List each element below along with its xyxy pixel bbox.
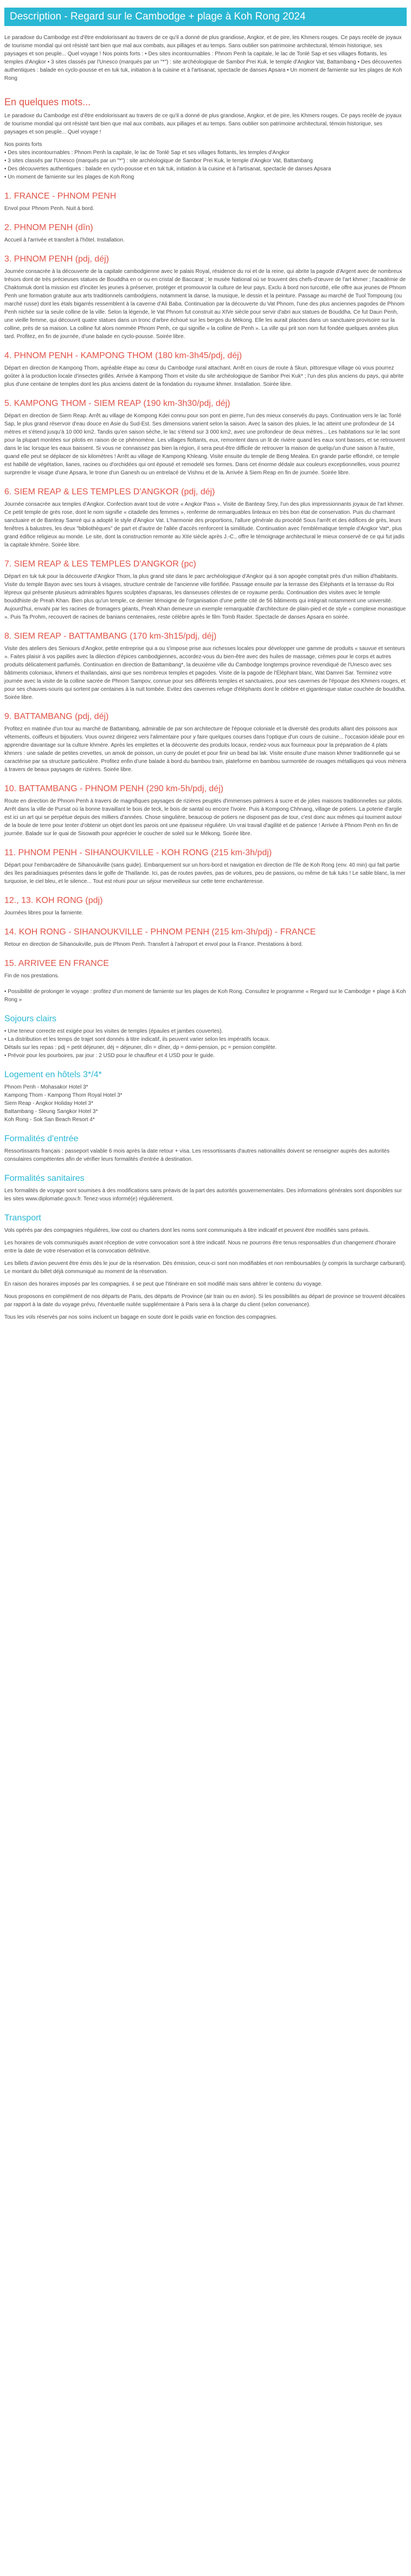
day-text: Journées libres pour la farniente. (4, 910, 84, 916)
day-title: 11. PHNOM PENH - SIHANOUKVILLE - KOH RONG (215 km-3h/pdj) (4, 848, 272, 857)
transport-text: Vols opérés par des compagnies régulières, low cost ou charters dont les noms sont communiqués à titre indicatif et peuvent être modifiés sans préavis. (4, 1227, 370, 1233)
day-text: Départ pour l'embarcadère de Sihanoukville (sans guide). Embarquement sur un hors-bord et navigation en direction de l'île de Koh Rong (env. 40 min) qui fait partie des îles paradisiaques présentes dans le golfe de Thaïlande. Ici, pas de routes pavées, pas de voitures, peu de passions, ou même de tuk tuks ! Le sable blanc, la mer turquoise, le ciel bleu, et le silence... Tout est réuni pour un séjour merveilleux sur cette terre enchanteresse. (4, 862, 406, 885)
day-title: 8. SIEM REAP - BATTAMBANG (170 km-3h15/pdj, déj) (4, 632, 217, 641)
page-title: Description - Regard sur le Cambodge + plage à Koh Rong 2024 (4, 8, 407, 26)
dates-lines (4, 1027, 407, 1060)
day-title: 9. BATTAMBANG (pdj, déj) (4, 712, 109, 721)
day-title: 3. PHNOM PENH (pdj, déj) (4, 255, 109, 264)
day-title: 15. ARRIVEE EN FRANCE (4, 959, 109, 968)
transport-text: En raison des horaires imposés par les compagnies, il se peut que l'itinéraire en soit modifié mais sans altérer le contenu du voyage. (4, 1281, 323, 1287)
point-item: • Un moment de farniente sur les plages de Koh Rong (4, 174, 134, 180)
day-text: Journée consacrée à la découverte de la capitale cambodgienne avec le palais Royal, résidence du roi et de la reine, qui abrite la pagode d'Argent avec de nombreux trésors dont de très précieuses statues de Bouddha en or ou en cristal de Baccarat ; le musée National où se trouvent des chefs-d'œuvre de l'art khmer ; l'académie de Chaktomuk dont la mission est d'inciter les jeunes à préserver, protéger et promouvoir la culture de leur pays. Exclu à bord non turcotté, elle offre aux jeunes de Phnom Penh une formation gratuite aux arts traditionnels cambodgiens, notamment la danse, la musique, le dessin et la peinture. Passage au marché de Tuol Tompoung (ou marché russe) dont les étals bigarrés ressemblent à la caverne d'Ali Baba. Continuation par la découverte du Vat Phnom, l'une des plus anciennes pagodes de Phnom Penh nichée sur la seule colline de la ville. Selon la légende, le Vat Phnom fut construit au XIVe siècle pour servir d'abri aux statues de Bouddha. Ce fut Daun Penh, une vieille femme, qui découvrit quatre statues dans un tronc d'arbre échoué sur les berges du Mékong. Elle les aurait placées dans un sanctuaire provisoire sur la colline, près de sa maison. La colline fut alors nommée Phnom Penh, ce qui signifie « la colline de Penh ». La ville qui prit son nom fut fondée quelques années plus tard. Profitez, en fin de journée, d'une balade en cyclo-pousse. Soirée libre. (4, 269, 407, 340)
transport-text: Tous les vols réservés par nos soins incluent un bagage en soute dont le poids varie en fonction des compagnies. (4, 1314, 278, 1320)
day-title: 10. BATTAMBANG - PHNOM PENH (290 km-5h/pdj, déj) (4, 784, 223, 793)
extension-note: • Possibilité de prolonger le voyage : profitez d'un moment de farniente sur les plages de Koh Rong. Consultez le programme « Regard sur le Cambodge + plage à Koh Rong » (4, 989, 406, 1003)
day-text: Route en direction de Phnom Penh à travers de magnifiques paysages de rizières peuplés d'immenses palmiers à sucre et de jolies maisons traditionnelles sur pilotis. Arrêt dans la ville de Pursat où la bonne travaillant le bois de teck, le bois de santal ou encore l'ivoire. Puis à Kompong Chhnang, village de potiers. La poterie d'argile est ici un art qui se perpétue depuis des milliers d'années. Chose singulière, beaucoup de potiers ne disposent pas de tour, c'est donc aux mêmes qui tournent autour de la boule de terre pour tenter d'obtenir un objet dont les parois ont une épaisseur régulière. Un vrai travail d'agilité et de patience ! Arrivée à Phnom Penh en fin de journée. Balade sur le quai de Sisowath pour apprécier le coucher de soleil sur le Mékong. Soirée libre. (4, 798, 403, 837)
transport-text: Les horaires de vols communiqués avant réception de votre convocation sont à titre indicatif. Nous ne pourrons être tenus responsables d'un changement d'horaire entre la date de votre réservation et la convocation définitive. (4, 1240, 396, 1254)
dates-heading: Sojours clairs (4, 1014, 57, 1023)
day-title: 4. PHNOM PENH - KAMPONG THOM (180 km-3h45/pdj, déj) (4, 351, 242, 360)
hotels-list (4, 1083, 407, 1124)
entry-text: Ressortissants français : passeport valable 6 mois après la date retour + visa. Les ressortissants d'autres nationalités doivent se renseigner auprès des autorités consulaires compétentes afin de vérifier leurs formalités d'entrée à destination. (4, 1148, 390, 1162)
day-text: Départ en direction de Siem Reap. Arrêt au village de Kompong Kdei connu pour son pont en pierre, l'un des mieux conservés du pays. Continuation vers le lac Tonlé Sap, le plus grand réservoir d'eau douce en Asie du Sud-Est. Ses dimensions varient selon la saison. Avec la saison des pluies, le lac atteint une profondeur de 14 mètres et s'étend jusqu'à 10 000 km2. Tandis qu'en saison sèche, le lac s'étend sur 3 000 km2, avec une profondeur de deux mètres... Les habitations sur le lac sont pour la plupart montées sur pilotis en raison de ce phénomène. Les villages flottants, eux, remontent dans un lit de rivière quand les eaux sont basses, et se retrouvent dans le lac lorsque les eaux baissent. Si vous ne connaissez pas bien la région, il sera peut-être difficile de retrouver la maison de quelqu'un d'une saison à l'autre, quand elle peut se déplacer de six kilomètres ! Arrêt au village de Kampong Khleang. Visite ensuite du temple de Beng Mealea. En grande partie effondré, ce temple est habillé de végétation, lianes, racines ou d'orchidées qui ont épousé et remodelé ses formes. Dans cet énorme dédale aux couleurs exceptionnelles, vous pourrez surprendre le visage d'une Apsara, le trone d'un Ganesh ou un entrelacé de Vishnu et de la. Arrivée à Siem Reap en fin de journée. Soirée libre. (4, 413, 405, 476)
hotels-heading: Logement en hôtels 3*/4* (4, 1070, 102, 1079)
overview-heading: En quelques mots... (4, 97, 91, 107)
main-content (0, 34, 411, 1321)
transport-text: Les billets d'avion peuvent être émis dès le jour de la réservation. Dès émission, ceux-ci sont non modifiables et non remboursables (y compris la surcharge carburant). Le montant du billet déjà communiqué au moment de la réservation. (4, 1261, 407, 1275)
points-title: Nos points forts (4, 142, 42, 148)
day-text: Départ en direction de Kampong Thom, agréable étape au cœur du Cambodge rural attachant. Arrêt en cours de route à Skun, pittoresque village où vous pourrez goûter à la production locale d'insectes grillés. Arrivée à Kampong Thom et visite du site archéologique de Sambor Prei Kuk* ; l'un des plus anciens du pays, qui abrite plus d'une centaine de temples dont les plus anciens datent de la fondation du royaume khmer. Installation. Soirée libre. (4, 365, 404, 387)
day-text: Retour en direction de Sihanoukville, puis de Phnom Penh. Transfert à l'aéroport et envol pour la France. Prestations à bord. (4, 942, 303, 947)
day-title: 6. SIEM REAP & LES TEMPLES D'ANGKOR (pdj, déj) (4, 487, 215, 497)
dates-line: • Prévoir pour les pourboires, par jour : 2 USD pour le chauffeur et 4 USD pour le guide. (4, 1053, 215, 1059)
day-title: 12., 13. KOH RONG (pdj) (4, 896, 103, 905)
day-title: 5. KAMPONG THOM - SIEM REAP (190 km-3h30/pdj, déj) (4, 399, 230, 408)
intro-paragraph: Le paradoxe du Cambodge est d'être endolorissant au travers de ce qu'il a donné de plus grandiose, Angkor, et de pire, les Khmers rouges. Ce pays recèle de joyaux de tourisme mondial qui ont résisté tant bien que mal aux combats, aux pillages et au temps. Sans oublier son patrimoine architectural, témoin historique, ses paysages et son peuple... Quel voyage ! Nos points forts : • Des sites incontournables : Phnom Penh la capitale, le lac de Tonlé Sap et ses villages flottants, les temples d'Angkor • 3 sites classés par l'Unesco (marqués par un "*") : site archéologique de Sambor Prei Kuk, le temple d'Angkor Vat, Battambang • Des découvertes authentiques : balade en cyclo-pousse et en tuk tuk, initiation à la cuisine et à l'artisanat, spectacle de danses Apsara • Un moment de farniente sur les plages de Koh Rong (4, 35, 402, 81)
day-text: Journée consacrée aux temples d'Angkor. Confection avant tout de votre « Angkor Pass ». Visite de Banteay Srey, l'un des plus impressionnants joyaux de l'art khmer. Ce petit temple de grès rose, dont le nom signifie « citadelle des femmes », renferme de remarquables linteaux en très bon état de conservation. Puis du charmant sanctuaire et de Banteay Samré qui a adopté le style d'Angkor Vat. L'harmonie des proportions, l'allure générale du procédé Sous l'arrêt et des édifices de grès, leurs fenêtres à balustres, les deux "bibliothèques" de part et d'autre de l'allée d'accès renforcent la similitude. Continuation avec l'emblématique temple d'Angkor Vat*, plus grand édifice religieux au monde. Le site, dont la construction remonte au XIIe siècle après J.-C., offre le témoignage architectural le mieux conservé de ce qui fut jadis la capitale khmère. Soirée libre. (4, 501, 404, 548)
dates-line: • La distribution et les temps de trajet sont donnés à titre indicatif, ils peuvent varier selon les impératifs locaux. (4, 1036, 270, 1042)
entry-heading: Formalités d'entrée (4, 1134, 79, 1143)
point-item: • Des découvertes authentiques : balade en cyclo-pousse et en tuk tuk, initiation à la cuisine et à l'artisanat, spectacle de danses Apsara (4, 166, 331, 172)
hotel-item: Koh Rong - Sok San Beach Resort 4* (4, 1117, 95, 1123)
hotel-item: Kampong Thom - Kampong Thom Royal Hotel 3* (4, 1092, 123, 1098)
point-item: • 3 sites classés par l'Unesco (marqués par un "*") : site archéologique de Sambor Prei Kuk, le temple d'Angkor Vat, Battambang (4, 158, 313, 164)
transport-heading: Transport (4, 1213, 41, 1223)
hotel-item: Siem Reap - Angkor Holiday Hotel 3* (4, 1101, 93, 1106)
day-text: Envol pour Phnom Penh. Nuit à bord. (4, 206, 94, 212)
page (0, 8, 411, 2576)
hotel-item: Phnom Penh - Mohasakor Hotel 3* (4, 1084, 88, 1090)
dates-line: • Une teneur correcte est exigée pour les visites de temples (épaules et jambes couvertes). (4, 1028, 223, 1034)
transport-text: Nous proposons en complément de nos départs de Paris, des départs de Province (air train ou en avion). Si les possibilités au départ de province se trouvent décalées par rapport à la date du voyage prévu, l'éventuelle nuitée supplémentaire à Paris sera à la charge du client (selon convenance). (4, 1294, 406, 1308)
day-text: Départ en tuk tuk pour la découverte d'Angkor Thom, la plus grand site dans le parc archéologique d'Angkor qui à son apogée comptait près d'un million d'habitants. Visite du temple Bayon avec ses tours à visages, structure centrale de l'ancienne ville fortifiée. Passage ensuite par la terrasse des Éléphants et la terrasse du Roi lépreux qui présente plusieurs admirables figures sculptées d'apsaras, les danseuses célestes de ce royaume perdu. Continuation des visites avec le temple bouddhiste de Preah Khan. Bien plus qu'un temple, ce dernier témoigne de l'organisation d'une petite cité de 56 bâtiments qui intégrait notamment une université. Aujourd'hui, envahi par les racines de fromagers géants, Preah Khan demeure un exemple remarquable d'architecture de plain-pied et de style « complexe monastique ». Puis Ta Prohm, recouvert de racines de banians centenaires, reste célèbre après le film Tomb Raider. Spectacle de danses Apsara en soirée. (4, 574, 406, 620)
day-text: Accueil à l'arrivée et transfert à l'hôtel. Installation. (4, 237, 125, 243)
day-title: 1. FRANCE - PHNOM PENH (4, 192, 117, 201)
day-text: Visite des ateliers des Seniours d'Angkor, petite entreprise qui a ou s'impose prise aux richesses locales pour développer une gamme de produits « sauvue et senteurs ». Faites plaisir à vos papilles avec la dilection d'épices cambodgiennes, accordez-vous du bien-être avec des huiles de massage, crèmes pour le corps et autres produits délicatement parfumés. Continuation en direction de Battambang*, la deuxième ville du Cambodge longtemps province revendiqué de l'Unesco avec ses bâtiments coloniaux, khmers et thaïlandais, ainsi que ses nombreux temples et pagodes. Visite de la pagode de l'Éléphant blanc, Wat Damrei Sar. Terminez votre journée avec la visite de la colline sacrée de Phnom Sampov, connue pour ses différents temples et sanctuaires, pour ses cavernes de l'époque des Khmers rouges, et pour ses chauves-souris qui sortent par centaines à la nuit tombée. Evitez des cavernes refuge d'éléphants dont le célèbre et gigantesque statue couchée de bouddha. Soirée libre. (4, 646, 406, 701)
overview-text: Le paradoxe du Cambodge est d'être endolorissant au travers de ce qu'il a donné de plus grandiose, Angkor, et de pire, les Khmers rouges. Ce pays recèle de joyaux de tourisme mondial qui ont résisté tant bien que mal aux combats, aux pillages et au temps. Sans oublier son patrimoine architectural, témoin historique, ses paysages et son peuple... Quel voyage ! (4, 113, 402, 135)
day-title: 2. PHNOM PENH (dîn) (4, 223, 93, 232)
hotel-item: Battambang - Sleung Sangkor Hotel 3* (4, 1109, 98, 1115)
day-title: 7. SIEM REAP & LES TEMPLES D'ANGKOR (pc) (4, 559, 196, 569)
dates-line: Détails sur les repas : pdj = petit déjeuner, déj = déjeuner, dîn = dîner, dp = demi-pension, pc = pension complète. (4, 1045, 277, 1051)
day-title: 14. KOH RONG - SIHANOUKVILLE - PHNOM PENH (215 km-3h/pdj) - FRANCE (4, 927, 316, 937)
day-text: Profitez en matinée d'un tour au marché de Battambang, admirable de par son architecture de l'époque coloniale et la diversité des produits allant des poissons aux vêtements, coiffeurs et bijoutiers. Vous ouvrez dirigerez vers l'alimentaire pour y faire quelques courses dans l'optique d'un cours de cuisine... l'occasion idéale pour en apprendre davantage sur la culture khmère. Après les emplettes et la découverte des produits locaux, rendez-vous aux fourneaux pour la préparation de 4 plats khmers : une salade de petites crevettes, un amok de poisson, un curry de poulet et pour finir un bead bai lak. Visite ensuite d'une maison khmer traditionnelle qui se caractérise par sa structure particulière. Profitez enfin d'une balade à bord du bambou train, plateforme en bambou surmontée de rouages métalliques qui vous mènera à travers de beaux paysages de rizières. Soirée libre. (4, 726, 407, 773)
health-heading: Formalités sanitaires (4, 1174, 85, 1183)
point-item: • Des sites incontournables : Phnom Penh la capitale, le lac de Tonlé Sap et ses villages flottants, les temples d'Angkor (4, 150, 290, 156)
points-list (4, 149, 407, 181)
health-text: Les formalités de voyage sont soumises à des modifications sans préavis de la part des autorités gouvernementales. Des informations générales sont disponibles sur les sites www.diplomatie.gouv.fr. Tenez-vous informé(e) régulièrement. (4, 1188, 402, 1202)
day-text: Fin de nos prestations. (4, 973, 60, 979)
